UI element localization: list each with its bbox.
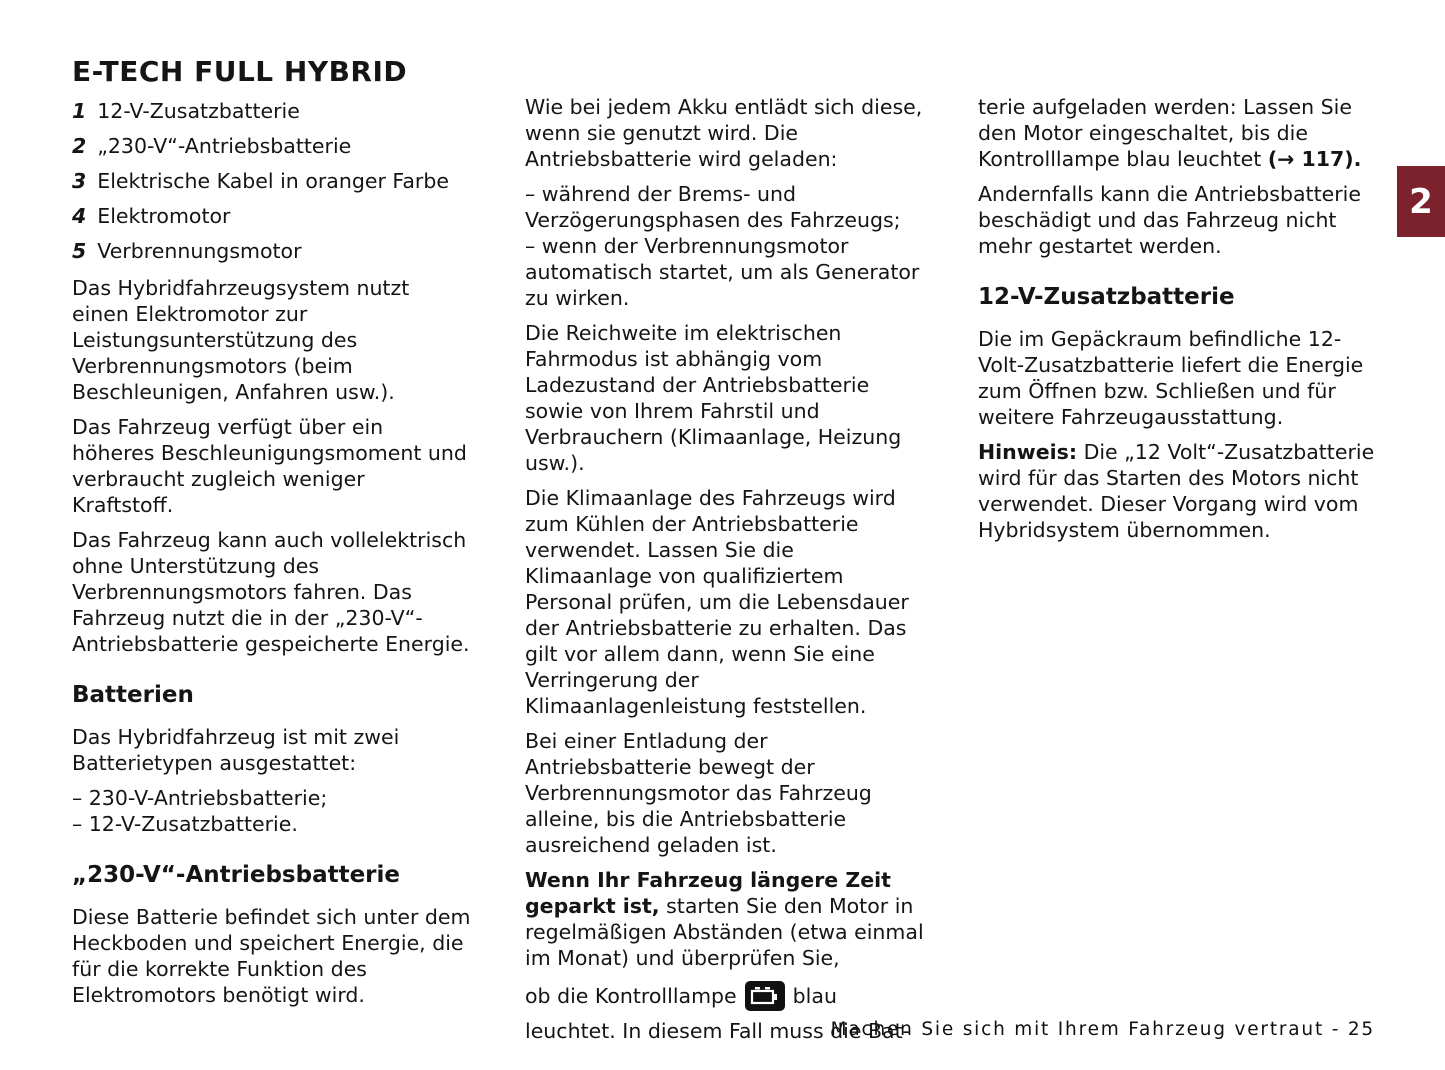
legend-label: Elektrische Kabel in oranger Farbe (97, 169, 449, 193)
paragraph: Die im Gepäckraum befindliche 12-Volt-Zusatzbatterie liefert die Energie zum Öffnen bzw. Schließen und für weitere Fahrzeugausstattung. (978, 327, 1364, 429)
text-run: blau leuchtet. In diesem Fall muss die Bat- (525, 984, 911, 1043)
legend-item (72, 94, 471, 129)
bullet-item: – 12-V-Zusatzbatterie. (72, 812, 298, 836)
paragraph: Diese Batterie befindet sich unter dem Heckboden und speichert Energie, die für die korrekte Funktion des Elektromotors benötigt wird. (72, 905, 471, 1007)
note-label: Hinweis: (978, 440, 1078, 464)
chapter-tab: 2 (1397, 166, 1445, 237)
legend-number: 3 (72, 169, 87, 193)
paragraph: Das Fahrzeug kann auch vollelektrisch ohne Unterstützung des Verbrennungsmotors fahren. Das Fahrzeug nutzt die in der „230-V“-Antriebsbatterie gespeicherte Energie. (72, 528, 470, 656)
legend-item (72, 199, 471, 234)
battery-charge-indicator-icon (744, 980, 786, 1018)
bullet-list (525, 181, 924, 311)
paragraph: Das Hybridfahrzeugsystem nutzt einen Elektromotor zur Leistungsunterstützung des Verbrennungsmotors (beim Beschleunigen, Anfahren usw.). (72, 276, 410, 404)
legend-label: 12-V-Zusatzbatterie (97, 99, 300, 123)
legend-label: „230-V“-Antriebsbatterie (97, 134, 352, 158)
bullet-item: – wenn der Verbrennungsmotor automatisch startet, um als Generator zu wirken. (525, 234, 920, 310)
footer-page-label: Machen Sie sich mit Ihrem Fahrzeug vertraut - 25 (830, 1019, 1375, 1040)
legend-list (72, 94, 471, 269)
bullet-list (72, 785, 471, 837)
bullet-item: – 230-V-Antriebsbatterie; (72, 786, 328, 810)
page-title: E-TECH FULL HYBRID (72, 54, 408, 88)
paragraph: Die Klimaanlage des Fahrzeugs wird zum Kühlen der Antriebsbatterie verwendet. Lassen Sie die Klimaanlage von qualifiziertem Personal prüfen, um die Lebensdauer der Antriebsbatterie zu erhalten. Das gilt vor allem dann, wenn Sie eine Verringerung der Klimaanlagenleistung feststellen. (525, 486, 909, 718)
paragraph: Das Hybridfahrzeug ist mit zwei Batterietypen ausgestattet: (72, 725, 400, 775)
legend-label: Elektromotor (97, 204, 231, 228)
text-run: starten Sie den Motor in regelmäßigen Abständen (etwa einmal im Monat) und überprüfen Sie, (525, 894, 924, 970)
legend-item (72, 164, 471, 199)
bullet-item: – während der Brems- und Verzögerungsphasen des Fahrzeugs; (525, 182, 901, 232)
legend-item (72, 234, 471, 269)
column-2 (525, 94, 924, 1053)
legend-number: 5 (72, 239, 87, 263)
column-1 (72, 94, 471, 1053)
paragraph: Wie bei jedem Akku entlädt sich diese, wenn sie genutzt wird. Die Antriebsbatterie wird geladen: (525, 95, 923, 171)
text-run: Die „12 Volt“-Zusatzbatterie wird für das Starten des Motors nicht verwendet. Dieser Vorgang wird vom Hybridsystem übernommen. (978, 440, 1375, 542)
content-columns (72, 94, 1377, 1053)
legend-number: 2 (72, 134, 87, 158)
paragraph: Das Fahrzeug verfügt über ein höheres Beschleunigungsmoment und verbraucht zugleich weniger Kraftstoff. (72, 415, 467, 517)
paragraph (978, 439, 1377, 543)
legend-number: 4 (72, 204, 87, 228)
section-heading-12v-zusatzbatterie: 12-V-Zusatzbatterie (978, 284, 1235, 310)
paragraph: Bei einer Entladung der Antriebsbatterie bewegt der Verbrennungsmotor das Fahrzeug alleine, bis die Antriebsbatterie ausreichend geladen ist. (525, 729, 872, 857)
paragraph (978, 94, 1377, 172)
page-reference: (→ 117). (1267, 147, 1362, 171)
legend-item (72, 129, 471, 164)
bold-run: Wenn Ihr Fahrzeug längere Zeit geparkt ist, (525, 868, 891, 918)
legend-number: 1 (72, 99, 87, 123)
paragraph: Andernfalls kann die Antriebsbatterie beschädigt und das Fahrzeug nicht mehr gestartet werden. (978, 182, 1361, 258)
paragraph: Die Reichweite im elektrischen Fahrmodus ist abhängig vom Ladezustand der Antriebsbatterie sowie von Ihrem Fahrstil und Verbrauchern (Klimaanlage, Heizung usw.). (525, 321, 902, 475)
section-heading-batterien: Batterien (72, 682, 194, 708)
paragraph (525, 867, 924, 971)
section-heading-230v-antriebsbatterie: „230-V“-Antriebsbatterie (72, 862, 401, 888)
legend-label: Verbrennungsmotor (97, 239, 302, 263)
text-run: terie aufgeladen werden: Lassen Sie den Motor eingeschaltet, bis die Kontrolllampe blau leuchtet (978, 95, 1352, 171)
text-run: ob die Kontrolllampe (525, 984, 737, 1008)
column-3 (978, 94, 1377, 1053)
